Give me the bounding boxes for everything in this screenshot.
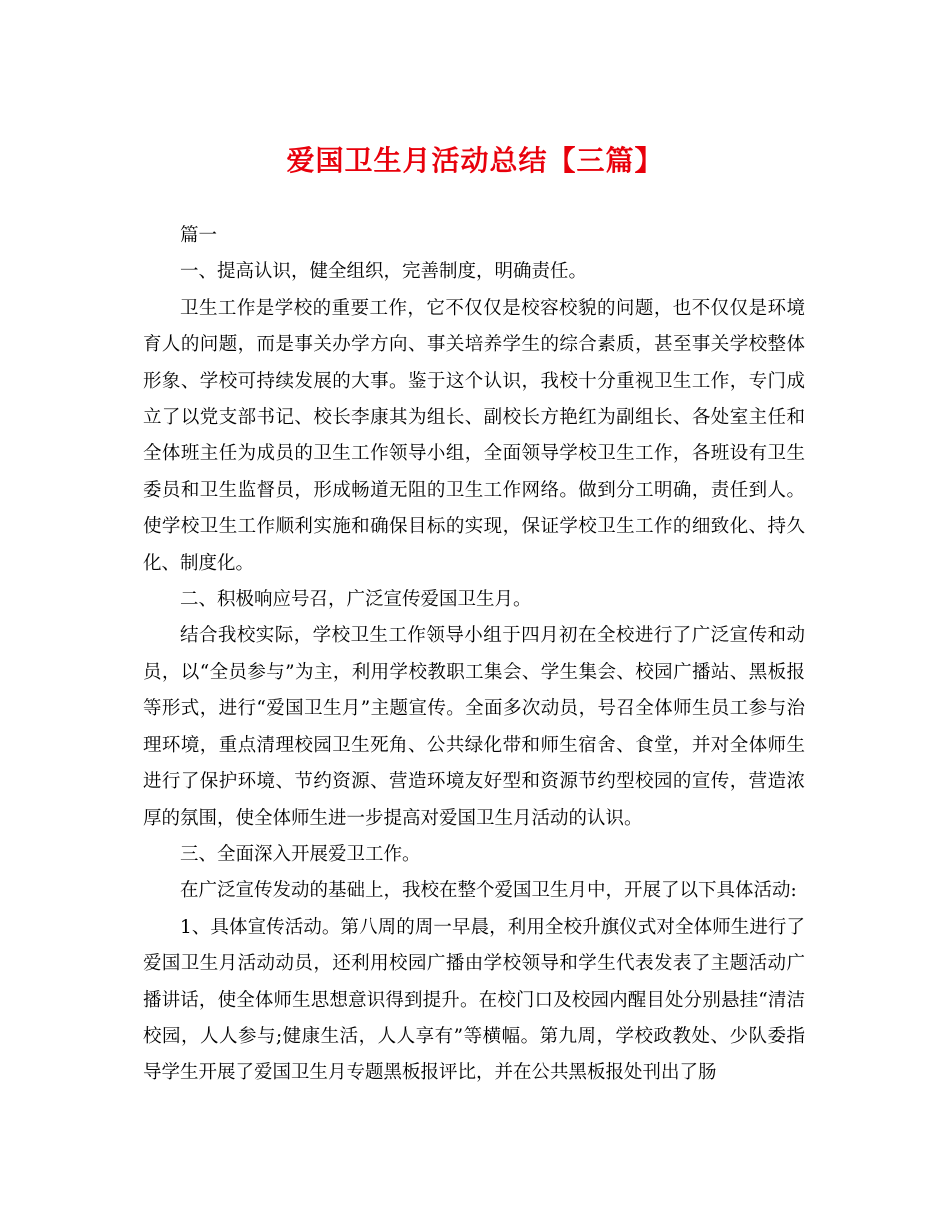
paragraph: 结合我校实际，学校卫生工作领导小组于四月初在全校进行了广泛宣传和动员，以“全员参与”为主，利用学校教职工集会、学生集会、校园广播站、黑板报等形式，进行“爱国卫生月”主题宣传。全面多次动员，号召全体师生员工参与治理环境，重点清理校园卫生死角、公共绿化带和师生宿舍、食堂，并对全体师生进行了保护环境、节约资源、营造环境友好型和资源节约型校园的宣传，营造浓厚的氛围，使全体师生进一步提高对爱国卫生月活动的认识。 (143, 625, 805, 829)
paragraph: 卫生工作是学校的重要工作，它不仅仅是校容校貌的问题，也不仅仅是环境育人的问题，而是事关办学方向、事关培养学生的综合素质，甚至事关学校整体形象、学校可持续发展的大事。鉴于这个认识，我校十分重视卫生工作，专门成立了以党支部书记、校长李康其为组长、副校长方艳红为副组长、各处室主任和全体班主任为成员的卫生工作领导小组，全面领导学校卫生工作，各班设有卫生委员和卫生监督员，形成畅道无阻的卫生工作网络。做到分工明确，责任到人。使学校卫生工作顺利实施和确保目标的实现，保证学校卫生工作的细致化、持久化、制度化。 (143, 297, 805, 574)
paragraph: 在广泛宣传发动的基础上，我校在整个爱国卫生月中，开展了以下具体活动: (180, 880, 797, 902)
document-body (143, 218, 805, 1092)
paragraph: 一、提高认识，健全组织，完善制度，明确责任。 (180, 261, 588, 283)
paragraph: 1、具体宣传活动。第八周的周一早晨，利用全校升旗仪式对全体师生进行了爱国卫生月活动动员，还利用校园广播由学校领导和学生代表发表了主题活动广播讲话，使全体师生思想意识得到提升。在校门口及校园内醒目处分别悬挂“清洁校园，人人参与;健康生活，人人享有”等横幅。第九周，学校政教处、少队委指导学生开展了爱国卫生月专题黑板报评比，并在公共黑板报处刊出了肠 (143, 916, 805, 1084)
paragraph: 二、积极响应号召，广泛宣传爱国卫生月。 (180, 589, 532, 611)
document-title: 爱国卫生月活动总结【三篇】 (286, 144, 664, 177)
paragraph: 三、全面深入开展爱卫工作。 (180, 843, 421, 865)
section-heading: 篇一 (180, 225, 218, 246)
